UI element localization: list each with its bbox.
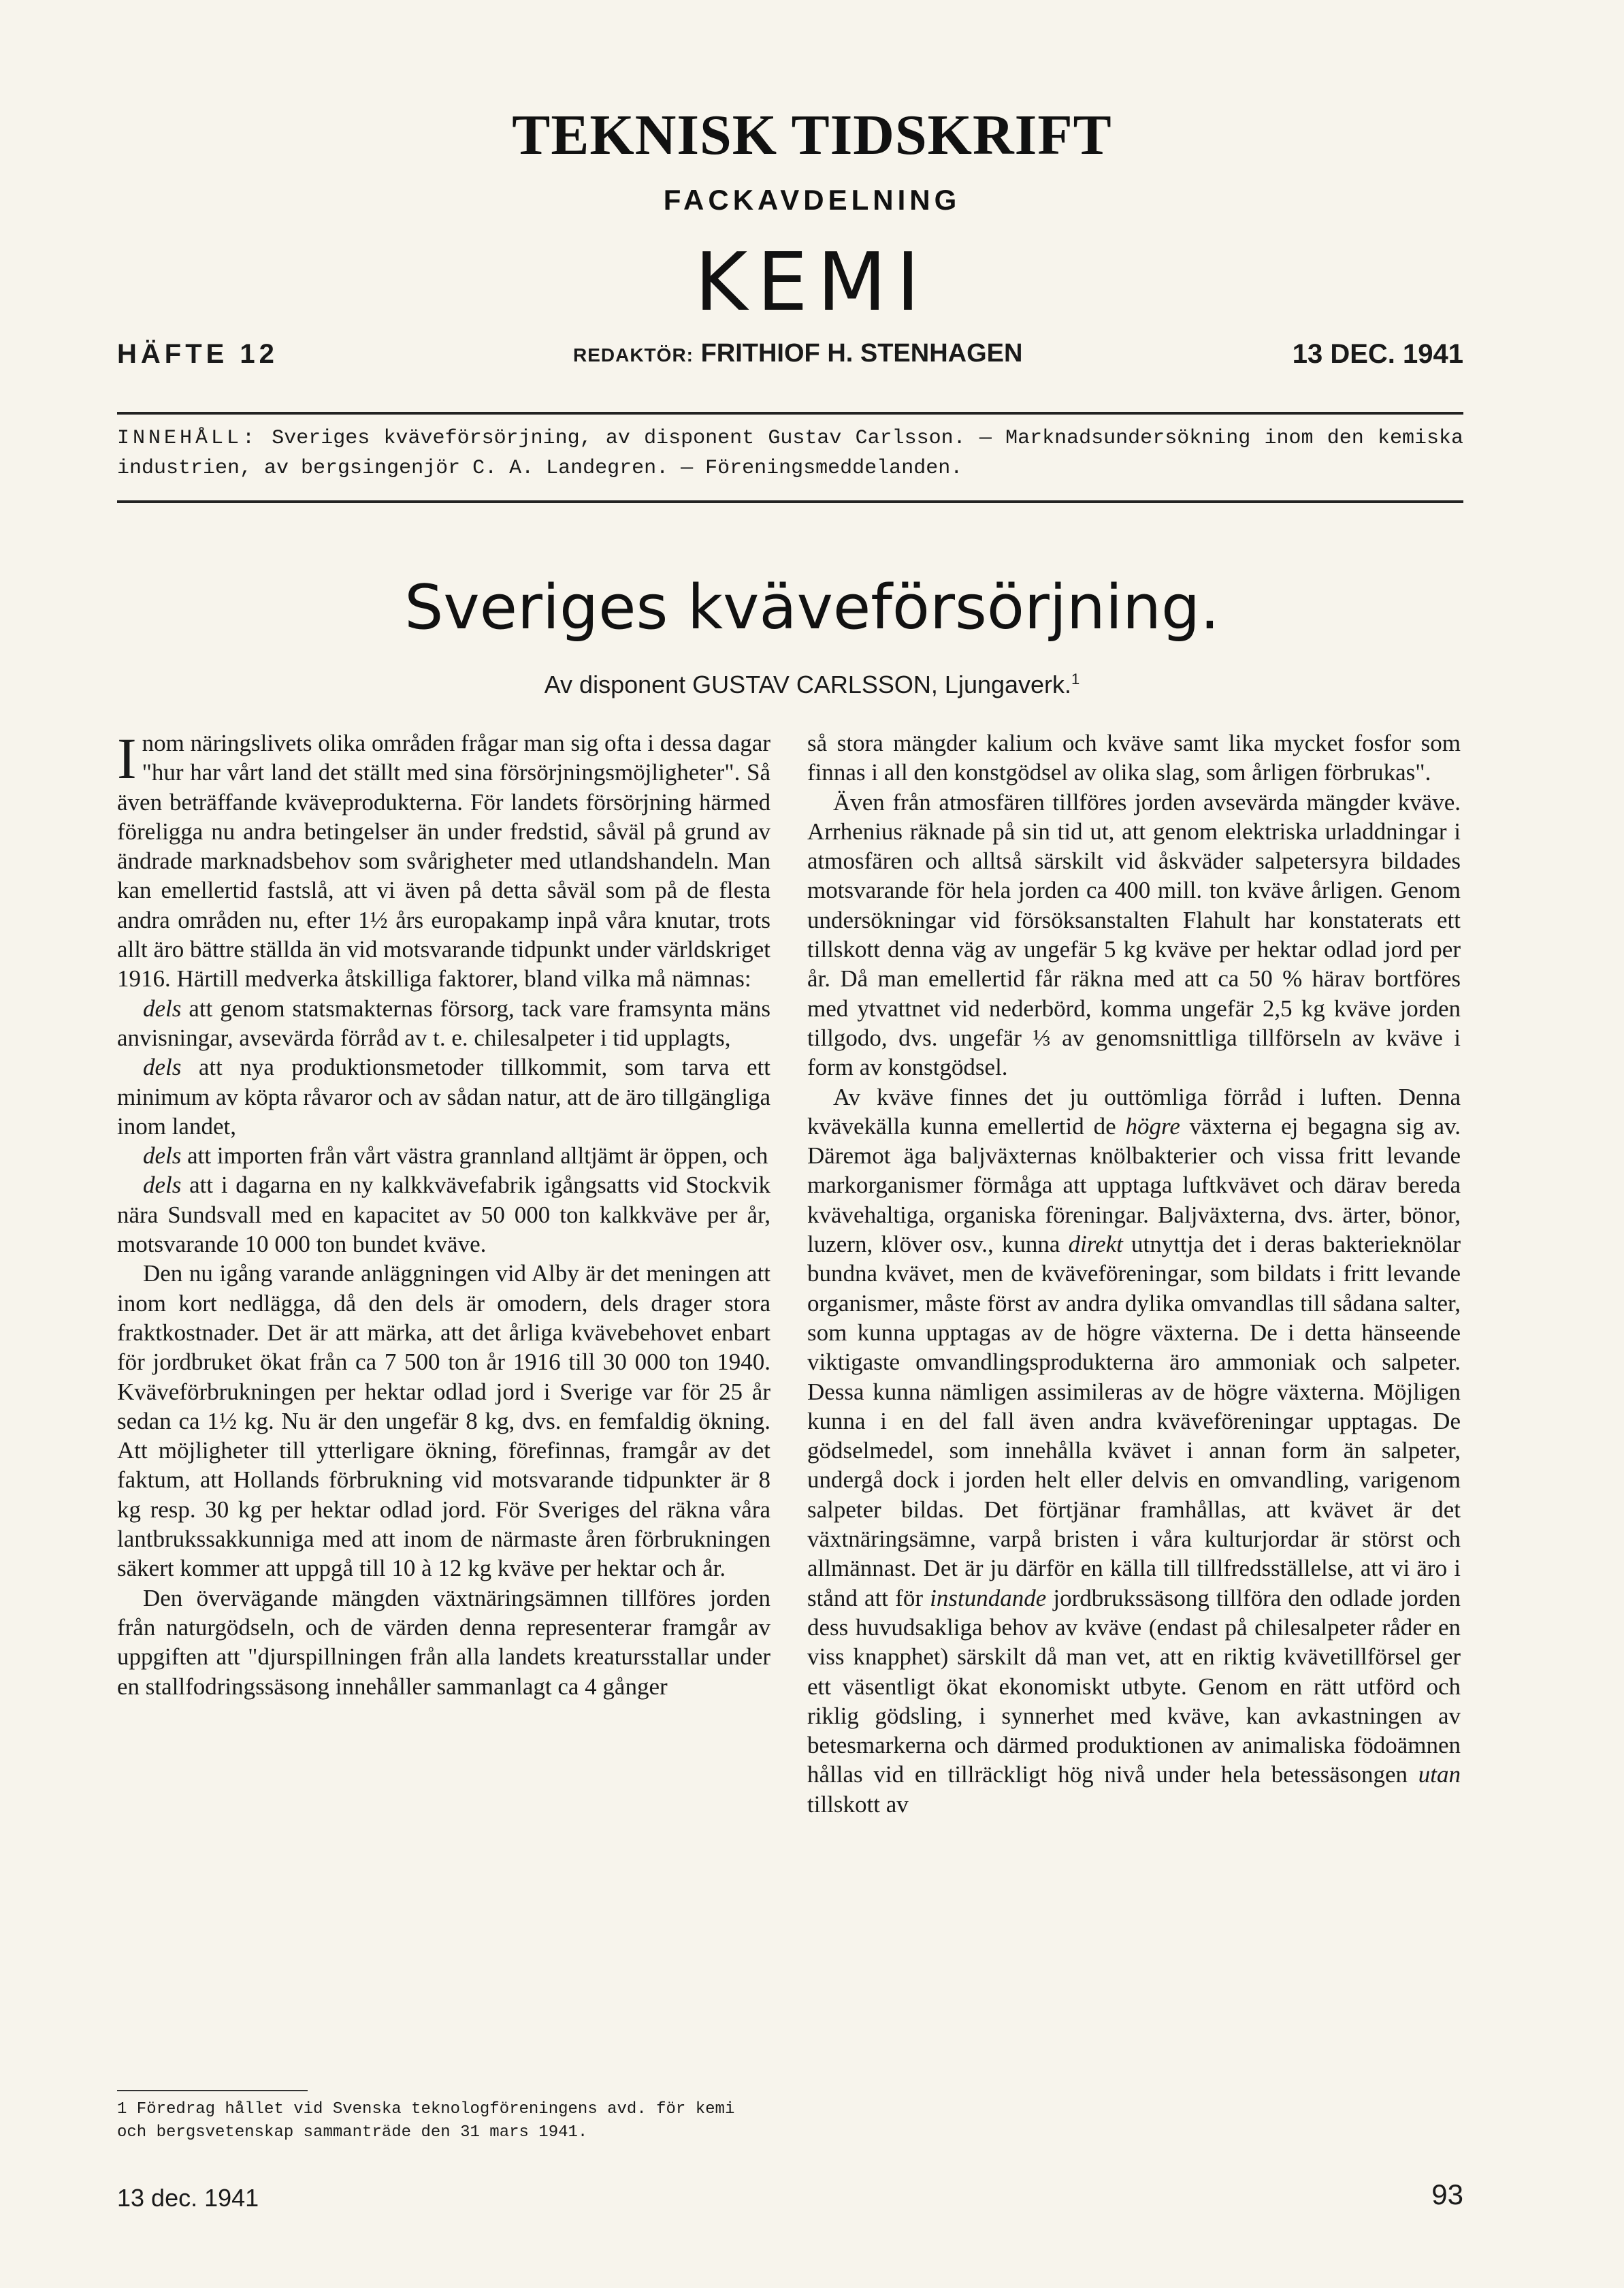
editor-label: REDAKTÖR: — [573, 344, 694, 366]
paragraph: dels att i dagarna en ny kalkkvävefabrik igångsatts vid Stockvik nära Sundsvall med en kapacitet av 50 000 ton kalkkväve per år, motsvarande 10 000 ton bundet kväve. — [117, 1172, 770, 1258]
bottom-rule — [117, 500, 1463, 503]
footnote: 1 Föredrag hållet vid Svenska teknologföreningens avd. för kemi och bergsvetenskap sammanträde den 31 mars 1941. — [117, 2100, 735, 2142]
top-rule — [117, 412, 1463, 415]
left-column — [117, 728, 770, 1701]
subject-title: KEMI — [694, 235, 930, 329]
footnote-rule — [117, 2090, 308, 2091]
editor-line — [573, 339, 1022, 368]
article-title: Sveriges kväveförsörjning. — [404, 572, 1220, 643]
right-column — [807, 728, 1461, 1819]
issue-info-row — [117, 339, 1463, 380]
paragraph: Även från atmosfären tillföres jorden avsevärda mängder kväve. Arrhenius räknade på sin tid ut, att genom elektriska urladdningar i atmosfären och alltså särskilt vid åskväder salpetersyra bildades motsvarande för hela jorden ca 400 mill. ton kväve årligen. Genom undersökningar vid försöksanstalten Flahult har konstaterats ett tillskott denna väg av ungefär 5 kg kväve per hektar odlad jord per år. Då man emellertid får räkna med att ca 50 % härav bortföres med ytvattnet vid nederbörd, komma ungefär 2,5 kg kväve jorden tillgodo, dvs. ungefär ⅓ av genomsnittliga tillförseln av kväve i form av konstgödsel. — [807, 788, 1461, 1081]
paragraph: Den nu igång varande anläggningen vid Alby är det meningen att inom kort nedlägga, då den dels är omodern, dels drager stora fraktkostnader. Det är att märka, att det årliga kvävebehovet enbart för jordbruket ökat från ca 7 500 ton år 1916 till 30 000 ton 1940. Kväveförbrukningen per hektar odlad jord i Sverige var för 25 år sedan ca 1½ kg. Nu är den ungefär 8 kg, dvs. en femfaldig ökning. Att möjligheter till ytterligare ökning, förefinnas, framgår av det faktum, att Hollands förbrukning vid motsvarande tidpunkter är 8 kg resp. 30 kg per hektar odlad jord. För Sveriges del räkna våra lantbrukssakkunniga med att inom de närmaste åren förbrukningen säkert kommer att uppgå till 10 à 12 kg kväve per hektar och år. — [117, 1260, 770, 1582]
byline-footnote-mark: 1 — [1071, 671, 1080, 688]
paragraph: Inom näringslivets olika områden frågar man sig ofta i dessa dagar "hur har vårt land det ställt med sina försörjningsmöjligheter". Så även beträffande kväveprodukterna. För landets försörjning härmed föreligga nu andra betingelser än under fredstid, såväl på grund av ändrade marknadsbehov som svårigheter med utlandshandeln. Man kan emellertid fastslå, att vi även på detta såväl som på de flesta andra områden nu, efter 1½ års europakamp inpå våra knutar, trots allt äro bättre ställda än vid motsvarande tidpunkt under världskriget 1916. Härtill medverka åtskilliga faktorer, bland vilka må nämnas: — [117, 726, 770, 993]
issue-date: 13 DEC. 1941 — [1292, 339, 1463, 369]
page-number: 93 — [1431, 2178, 1463, 2210]
paragraph: Den övervägande mängden växtnäringsämnen tillföres jorden från naturgödseln, och de värden denna representerar framgår av uppgiften att "djurspillningen från alla landets kreatursstallar under en stallfodringssäsong innehåller sammanlagt ca 4 gånger — [117, 1584, 770, 1700]
editor-name: FRITHIOF H. STENHAGEN — [700, 339, 1023, 368]
contents-text: Sveriges kväveförsörjning, av disponent Gustav Carlsson. — Marknadsundersökning inom den kemiska industrien, av bergsingenjör C. A. Landegren. — Föreningsmeddelanden. — [117, 427, 1463, 480]
paragraph: så stora mängder kalium och kväve samt lika mycket fosfor som finnas i all den konstgödsel av olika slag, som årligen förbrukas". — [807, 730, 1461, 786]
section-label: FACKAVDELNING — [663, 184, 961, 216]
paragraph: dels att genom statsmakternas försorg, tack vare framsynta mäns anvisningar, avsevärda förråd av t. e. chilesalpeter i tid upplagts, — [117, 995, 770, 1051]
paragraph: dels att nya produktionsmetoder tillkommit, som tarva ett minimum av köpta råvaror och av sådan natur, att de äro tillgängliga inom landet, — [117, 1054, 770, 1140]
drop-cap: I — [117, 726, 137, 791]
issue-number: HÄFTE 12 — [117, 339, 278, 369]
paragraph: dels att importen från vårt västra grannland alltjämt är öppen, och — [143, 1142, 768, 1170]
journal-title: TEKNISK TIDSKRIFT — [512, 103, 1112, 167]
article-byline — [0, 671, 1624, 699]
byline-text: Av disponent GUSTAV CARLSSON, Ljungaverk. — [544, 671, 1072, 698]
contents-label: INNEHÅLL: — [117, 427, 259, 450]
paragraph: Av kväve finnes det ju outtömliga förråd i luften. Denna kvävekälla kunna emellertid de högre växterna ej begagna sig av. Däremot äga baljväxternas knölbakterier och vissa fritt levande markorganismer förmåga att upptaga luftkvävet och därav bereda kvävehaltiga, organiska föreningar. Baljväxterna, dvs. ärter, bönor, luzern, klöver osv., kunna direkt utnyttja det i deras bakterieknölar bundna kvävet, men de kväveföreningar, som bildats i fritt levande organismer, måste först av andra dylika omvandlas till sådana salter, som kunna upptagas av de högre växterna. De i detta hänseende viktigaste omvandlingsprodukterna äro ammoniak och salpeter. Dessa kunna nämligen assimileras av de högre växterna. Möjligen kunna i en del fall även andra kväveföreningar upptagas. De gödselmedel, som innehålla kvävet i annan form än salpeter, undergå dock i jorden helt eller delvis en omvandling, varigenom salpeter bildas. Det förtjänar framhållas, att kvävet är det växtnäringsämne, varpå bristen i våra kulturjordar är störst och allmännast. Det är ju därför en källa till tillfredsställelse, att vi äro i stånd att för instundande jordbrukssäsong tillföra den odlade jorden dess huvudsakliga behov av kväve (endast på chilesalpeter råder en viss knapphet) särskilt då man vet, att en riktig kvävetillförsel ger ett väsentligt ökat ekonomiskt utbyte. Genom en rätt utförd och riklig gödsling, i synnerhet med kväve, kan avkastningen av betesmarkerna och därmed produktionen av animaliska födoämnen hållas vid en tillräckligt hög nivå under hela betessäsongen utan tillskott av — [807, 1083, 1461, 1818]
footer-date: 13 dec. 1941 — [117, 2184, 259, 2212]
table-of-contents — [117, 423, 1463, 483]
